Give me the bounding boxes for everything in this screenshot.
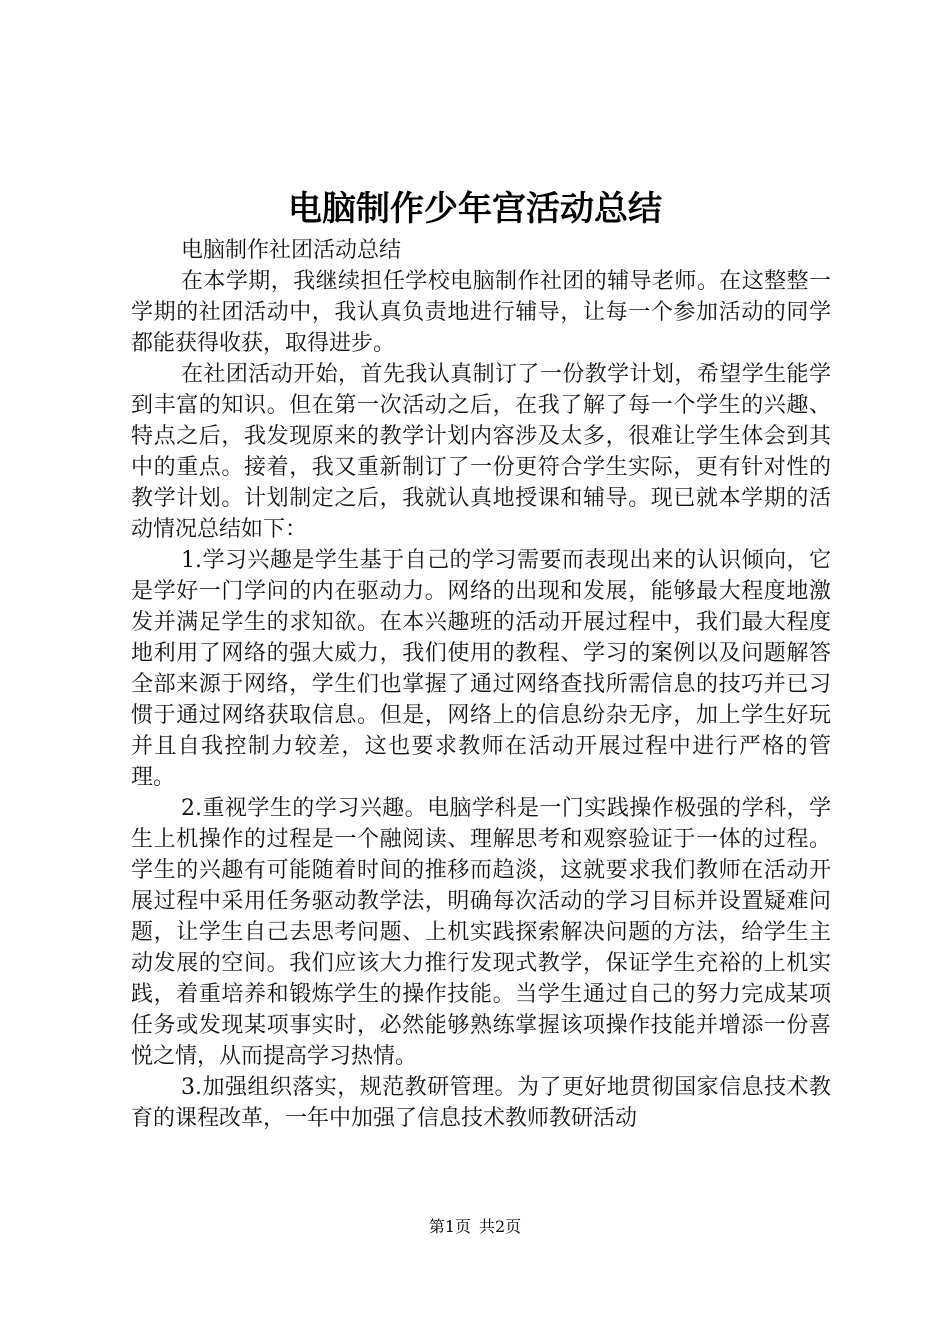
page-number-total: 共2页: [479, 1217, 522, 1236]
document-title: 电脑制作少年宫活动总结: [288, 189, 662, 229]
paragraph-point-1: 1.学习兴趣是学生基于自己的学习需要而表现出来的认识倾向，它是学好一门学问的内在驱动力。网络的出现和发展，能够最大程度地激发并满足学生的求知欲。在本兴趣班的活动开展过程中，我们最大程度地利用了网络的强大威力，我们使用的教程、学习的案例以及问题解答全部来源于网络，学生们也掌握了通过网络查找所需信息的技巧并已习惯于通过网络获取信息。但是，网络上的信息纷杂无序，加上学生好玩并且自我控制力较差，这也要求教师在活动开展过程中进行严格的管理。: [131, 548, 831, 790]
paragraph-subtitle: 电脑制作社团活动总结: [181, 238, 402, 263]
paragraph-plan: 在社团活动开始，首先我认真制订了一份教学计划，希望学生能学到丰富的知识。但在第一次活动之后，在我了解了每一个学生的兴趣、特点之后，我发现原来的教学计划内容涉及太多，很难让学生体会到其中的重点。接着，我又重新制订了一份更符合学生实际，更有针对性的教学计划。计划制定之后，我就认真地授课和辅导。现已就本学期的活动情况总结如下：: [131, 362, 831, 542]
page-number-current: 第1页: [428, 1217, 471, 1236]
paragraph-intro: 在本学期，我继续担任学校电脑制作社团的辅导老师。在这整整一学期的社团活动中，我认真负责地进行辅导，让每一个参加活动的同学都能获得收获，取得进步。: [131, 269, 831, 356]
paragraph-point-3: 3.加强组织落实，规范教研管理。为了更好地贯彻国家信息技术教育的课程改革，一年中加强了信息技术教师教研活动: [131, 1075, 831, 1131]
paragraph-point-2: 2.重视学生的学习兴趣。电脑学科是一门实践操作极强的学科，学生上机操作的过程是一个融阅读、理解思考和观察验证于一体的过程。学生的兴趣有可能随着时间的推移而趋淡，这就要求我们教师在活动开展过程中采用任务驱动教学法，明确每次活动的学习目标并设置疑难问题，让学生自己去思考问题、上机实践探索解决问题的方法，给学生主动发展的空间。我们应该大力推行发现式教学，保证学生充裕的上机实践，着重培养和锻炼学生的操作技能。当学生通过自己的努力完成某项任务或发现某项事实时，必然能够熟练掌握该项操作技能并增添一份喜悦之情，从而提高学习热情。: [131, 796, 831, 1069]
document-body: [131, 235, 831, 1134]
page-footer: [0, 1216, 950, 1238]
